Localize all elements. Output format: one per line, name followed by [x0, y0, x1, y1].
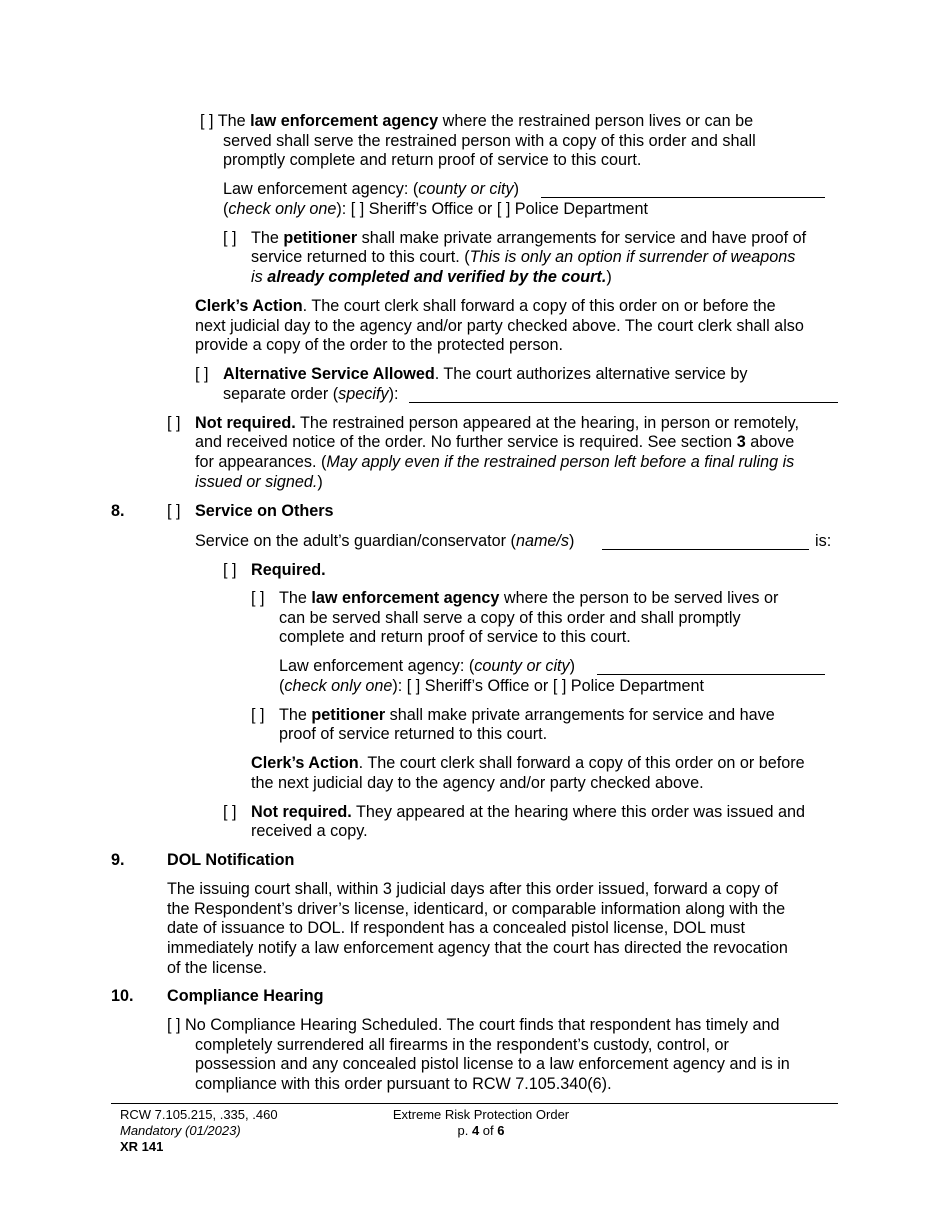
section-number: 9.	[111, 851, 125, 869]
section-number: 10.	[111, 987, 134, 1005]
guardian-line: Service on the adult’s guardian/conservator (name/s)	[195, 532, 575, 550]
agency-field[interactable]	[541, 182, 825, 198]
petitioner-item: The petitioner shall make private arrangements for service and have proof of	[251, 229, 807, 247]
checkbox[interactable]: [ ]	[167, 502, 181, 520]
checkbox[interactable]: [ ]	[251, 706, 265, 724]
section-title: Compliance Hearing	[167, 987, 324, 1005]
checkbox[interactable]: [ ]	[195, 365, 209, 383]
checkbox[interactable]: [ ]	[223, 803, 237, 821]
checkbox[interactable]: [ ]	[223, 561, 237, 579]
check-only-one-line: (check only one): [ ] Sheriff’s Office or [ ] Police Department	[279, 677, 704, 695]
agency-line: Law enforcement agency: (county or city)	[279, 657, 576, 675]
le-service-item: [ ] The law enforcement agency where the restrained person lives or can be	[200, 112, 754, 130]
section-number: 8.	[111, 502, 125, 520]
checkbox[interactable]: [ ]	[251, 589, 265, 607]
checkbox[interactable]: [ ]	[223, 229, 237, 247]
page-footer: RCW 7.105.215, .335, .460 Mandatory (01/2023) XR 141 Extreme Risk Protection Order p. 4 of 6	[111, 1103, 838, 1104]
section-title: Service on Others	[195, 502, 334, 520]
alt-service-item: Alternative Service Allowed. The court authorizes alternative service by	[223, 365, 748, 383]
not-required-item: Not required. The restrained person appeared at the hearing, in person or remotely,	[195, 414, 800, 432]
clerk-action: Clerk’s Action. The court clerk shall forward a copy of this order on or before the	[195, 297, 776, 315]
section-title: DOL Notification	[167, 851, 295, 869]
checkbox[interactable]: [ ]	[200, 112, 214, 130]
agency-line: Law enforcement agency: (county or city)	[223, 180, 520, 198]
agency-field[interactable]	[597, 659, 825, 675]
specify-field[interactable]	[409, 387, 838, 403]
check-only-one-line: (check only one): [ ] Sheriff’s Office or [ ] Police Department	[223, 200, 648, 218]
clerk-action: Clerk’s Action. The court clerk shall forward a copy of this order on or before	[251, 754, 805, 772]
guardian-field[interactable]	[602, 534, 809, 550]
checkbox[interactable]: [ ]	[167, 1016, 181, 1034]
checkbox[interactable]: [ ]	[167, 414, 181, 432]
